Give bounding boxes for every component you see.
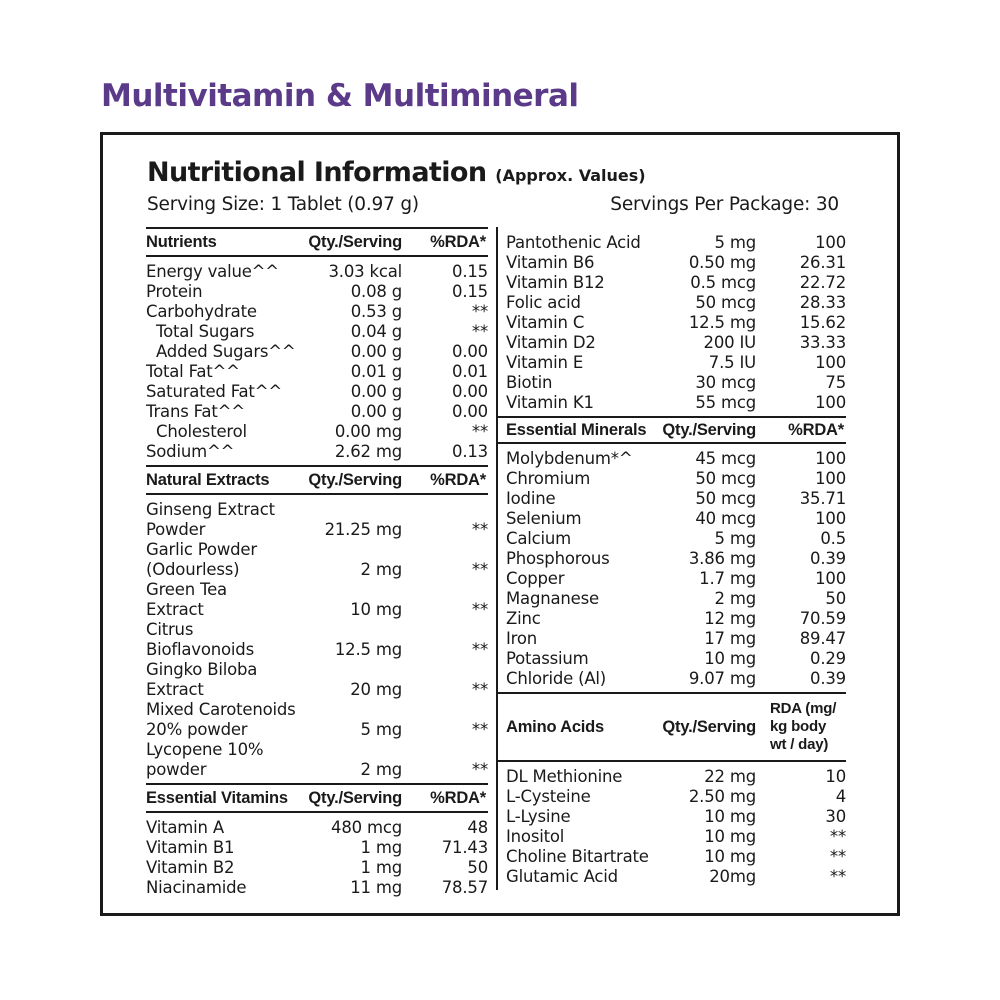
header-rda xyxy=(756,700,846,754)
table-row xyxy=(498,393,846,413)
row-qty: 2 mg xyxy=(360,560,402,579)
row-name: Vitamin B1 xyxy=(146,838,235,857)
table-row xyxy=(498,469,846,489)
row-name: Potassium xyxy=(506,649,589,668)
row-name: Molybdenum*^ xyxy=(506,449,633,468)
table-row xyxy=(146,700,488,740)
table-row xyxy=(498,313,846,333)
row-qty: 0.00 g xyxy=(350,382,402,401)
row-rda: 33.33 xyxy=(799,333,846,352)
row-qty: 40 mcg xyxy=(695,509,756,528)
row-name: Vitamin C xyxy=(506,313,585,332)
serving-line xyxy=(147,194,839,215)
row-qty: 45 mcg xyxy=(695,449,756,468)
row-qty: 2.50 mg xyxy=(688,787,756,806)
header-qty: Qty./Serving xyxy=(662,420,756,439)
table-row xyxy=(146,282,488,302)
row-qty: 12.5 mg xyxy=(334,640,402,659)
row-rda: 4 xyxy=(835,787,846,806)
servings-per-package: Servings Per Package: 30 xyxy=(610,194,839,215)
header-rda-line1: RDA (mg/ xyxy=(770,700,837,717)
nutrition-panel xyxy=(100,132,900,916)
row-name: Saturated Fat^^ xyxy=(146,382,282,401)
row-name-line2: Extract xyxy=(146,680,204,699)
row-rda: 0.01 xyxy=(452,362,488,381)
row-qty: 30 mcg xyxy=(695,373,756,392)
row-name: Energy value^^ xyxy=(146,262,279,281)
row-name: Sodium^^ xyxy=(146,442,235,461)
table-row xyxy=(498,489,846,509)
table-row xyxy=(498,353,846,373)
row-rda: 26.31 xyxy=(799,253,846,272)
row-name: Folic acid xyxy=(506,293,581,312)
row-qty: 0.00 mg xyxy=(334,422,402,441)
row-rda: 0.00 xyxy=(452,402,488,421)
row-qty: 1 mg xyxy=(360,858,402,877)
row-qty: 0.00 g xyxy=(350,342,402,361)
row-rda: ** xyxy=(471,600,488,619)
row-qty: 22 mg xyxy=(704,767,756,786)
row-rda: ** xyxy=(471,560,488,579)
row-qty: 20mg xyxy=(709,867,756,886)
row-qty: 200 IU xyxy=(703,333,756,352)
row-rda: 50 xyxy=(467,858,488,877)
row-rda: 100 xyxy=(815,393,846,412)
row-rda: 71.43 xyxy=(441,838,488,857)
header-label: Amino Acids xyxy=(506,717,605,736)
table-row xyxy=(498,807,846,827)
row-qty: 0.53 g xyxy=(350,302,402,321)
table-row xyxy=(498,233,846,253)
header-qty: Qty./Serving xyxy=(308,788,402,807)
row-qty: 7.5 IU xyxy=(708,353,756,372)
row-rda: ** xyxy=(471,720,488,739)
row-qty: 1.7 mg xyxy=(699,569,756,588)
row-rda: 100 xyxy=(815,353,846,372)
table-row xyxy=(146,858,488,878)
row-name: Glutamic Acid xyxy=(506,867,618,886)
row-name: Choline Bitartrate xyxy=(506,847,649,866)
row-rda: 0.00 xyxy=(452,342,488,361)
row-qty: 2 mg xyxy=(360,760,402,779)
table-row xyxy=(498,787,846,807)
table-row xyxy=(498,549,846,569)
essential-vitamins-header xyxy=(146,783,488,813)
row-qty: 12.5 mg xyxy=(688,313,756,332)
essential-minerals-header xyxy=(498,416,846,444)
table-row xyxy=(498,649,846,669)
row-rda: 100 xyxy=(815,569,846,588)
row-name-line2: powder xyxy=(146,760,207,779)
row-rda: 28.33 xyxy=(799,293,846,312)
row-name-line2: (Odourless) xyxy=(146,560,240,579)
row-name: Zinc xyxy=(506,609,541,628)
row-name xyxy=(146,580,304,620)
table-row xyxy=(146,878,488,898)
header-label: Essential Vitamins xyxy=(146,788,288,807)
header-rda: %RDA* xyxy=(788,420,844,439)
table-row xyxy=(146,362,488,382)
row-name: Pantothenic Acid xyxy=(506,233,641,252)
table-row xyxy=(146,500,488,540)
vitamins-continued-rows xyxy=(498,227,846,416)
row-rda: 22.72 xyxy=(799,273,846,292)
row-name-line1: Gingko Biloba xyxy=(146,660,258,679)
row-rda: 48 xyxy=(467,818,488,837)
row-rda: 0.15 xyxy=(452,282,488,301)
row-rda: ** xyxy=(829,867,846,886)
amino-acids-rows xyxy=(498,762,846,890)
row-qty: 55 mcg xyxy=(695,393,756,412)
row-name xyxy=(146,500,304,540)
row-name: Carbohydrate xyxy=(146,302,257,321)
header-qty: Qty./Serving xyxy=(308,470,402,489)
panel-title-text: Nutritional Information xyxy=(147,157,487,188)
row-name: Biotin xyxy=(506,373,553,392)
table-row xyxy=(498,253,846,273)
row-qty: 5 mg xyxy=(714,529,756,548)
row-rda: 0.15 xyxy=(452,262,488,281)
row-qty: 0.04 g xyxy=(350,322,402,341)
row-name xyxy=(146,740,304,780)
row-name-line2: Extract xyxy=(146,600,204,619)
table-row xyxy=(498,333,846,353)
row-rda: 89.47 xyxy=(799,629,846,648)
row-qty: 11 mg xyxy=(350,878,402,897)
amino-acids-header xyxy=(498,692,846,762)
row-name: DL Methionine xyxy=(506,767,623,786)
row-qty: 20 mg xyxy=(350,680,402,699)
table-row xyxy=(498,827,846,847)
row-name: L-Lysine xyxy=(506,807,571,826)
header-label: Nutrients xyxy=(146,232,217,251)
table-row xyxy=(146,442,488,462)
row-qty: 0.50 mg xyxy=(688,253,756,272)
row-name: Vitamin B6 xyxy=(506,253,595,272)
table-row xyxy=(146,422,488,442)
table-row xyxy=(498,293,846,313)
row-rda: 70.59 xyxy=(799,609,846,628)
serving-size: Serving Size: 1 Tablet (0.97 g) xyxy=(147,194,419,215)
row-name-line1: Lycopene 10% xyxy=(146,740,264,759)
row-qty: 0.5 mcg xyxy=(690,273,756,292)
table-row xyxy=(498,589,846,609)
row-qty: 3.86 mg xyxy=(688,549,756,568)
left-column xyxy=(146,227,488,901)
table-row xyxy=(498,449,846,469)
row-name: Chloride (Al) xyxy=(506,669,607,688)
row-rda: 100 xyxy=(815,509,846,528)
table-row xyxy=(498,669,846,689)
row-name: Protein xyxy=(146,282,203,301)
row-qty: 50 mcg xyxy=(695,293,756,312)
natural-extracts-rows xyxy=(146,495,488,783)
table-row xyxy=(146,740,488,780)
table-row xyxy=(146,818,488,838)
panel-title xyxy=(147,157,839,188)
row-rda: 100 xyxy=(815,469,846,488)
row-qty: 0.01 g xyxy=(350,362,402,381)
header-label: Essential Minerals xyxy=(506,420,647,439)
row-rda: 78.57 xyxy=(441,878,488,897)
row-rda: 30 xyxy=(825,807,846,826)
row-name xyxy=(146,620,304,660)
panel-header xyxy=(147,157,839,215)
table-row xyxy=(498,629,846,649)
row-name: Total Sugars xyxy=(156,322,255,341)
row-name: Calcium xyxy=(506,529,572,548)
row-name: Inositol xyxy=(506,827,565,846)
row-qty: 12 mg xyxy=(704,609,756,628)
row-rda: ** xyxy=(471,640,488,659)
row-qty: 21.25 mg xyxy=(324,520,402,539)
table-row xyxy=(498,373,846,393)
table-row xyxy=(146,342,488,362)
row-rda: 0.39 xyxy=(810,669,846,688)
header-qty: Qty./Serving xyxy=(662,717,756,736)
table-row xyxy=(498,509,846,529)
table-row xyxy=(498,273,846,293)
row-rda: ** xyxy=(471,760,488,779)
row-name-line1: Mixed Carotenoids xyxy=(146,700,296,719)
row-qty: 5 mg xyxy=(360,720,402,739)
row-name: Cholesterol xyxy=(156,422,247,441)
table-row xyxy=(498,569,846,589)
essential-vitamins-rows xyxy=(146,813,488,901)
table-row xyxy=(146,838,488,858)
row-name: Vitamin E xyxy=(506,353,584,372)
row-qty: 10 mg xyxy=(704,847,756,866)
row-name: Phosphorous xyxy=(506,549,610,568)
row-name-line1: Ginseng Extract xyxy=(146,500,275,519)
row-rda: 0.29 xyxy=(810,649,846,668)
row-qty: 0.00 g xyxy=(350,402,402,421)
row-qty: 1 mg xyxy=(360,838,402,857)
header-rda: %RDA* xyxy=(430,232,486,251)
row-qty: 0.08 g xyxy=(350,282,402,301)
row-name: Magnanese xyxy=(506,589,599,608)
row-rda: ** xyxy=(471,520,488,539)
right-column xyxy=(496,227,846,890)
row-name: Iron xyxy=(506,629,538,648)
row-rda: 0.00 xyxy=(452,382,488,401)
row-qty: 10 mg xyxy=(350,600,402,619)
table-row xyxy=(498,609,846,629)
row-rda: 0.39 xyxy=(810,549,846,568)
nutrients-header xyxy=(146,227,488,257)
table-row xyxy=(498,847,846,867)
header-rda: %RDA* xyxy=(430,470,486,489)
row-rda: 50 xyxy=(825,589,846,608)
essential-minerals-rows xyxy=(498,444,846,692)
row-qty: 10 mg xyxy=(704,807,756,826)
row-qty: 10 mg xyxy=(704,827,756,846)
row-name xyxy=(146,660,304,700)
row-name xyxy=(146,700,304,740)
row-name: Trans Fat^^ xyxy=(146,402,245,421)
table-row xyxy=(146,620,488,660)
row-qty: 480 mcg xyxy=(331,818,402,837)
table-row xyxy=(146,402,488,422)
row-name: Copper xyxy=(506,569,565,588)
header-label: Natural Extracts xyxy=(146,470,270,489)
row-name xyxy=(146,540,304,580)
row-name-line1: Garlic Powder xyxy=(146,540,257,559)
row-name-line2: 20% powder xyxy=(146,720,248,739)
row-rda: ** xyxy=(471,322,488,341)
row-rda: 15.62 xyxy=(799,313,846,332)
table-row xyxy=(146,302,488,322)
row-rda: ** xyxy=(829,847,846,866)
nutrients-rows xyxy=(146,257,488,465)
row-rda: 100 xyxy=(815,449,846,468)
row-name: Vitamin D2 xyxy=(506,333,596,352)
row-name: Vitamin K1 xyxy=(506,393,594,412)
row-rda: 75 xyxy=(825,373,846,392)
row-qty: 5 mg xyxy=(714,233,756,252)
row-rda: 100 xyxy=(815,233,846,252)
header-rda-line3: wt / day) xyxy=(770,736,829,753)
table-row xyxy=(498,867,846,887)
natural-extracts-header xyxy=(146,465,488,495)
table-row xyxy=(498,529,846,549)
row-rda: 10 xyxy=(825,767,846,786)
row-name: Niacinamide xyxy=(146,878,247,897)
row-rda: ** xyxy=(471,302,488,321)
product-title: Multivitamin & Multimineral xyxy=(101,78,579,114)
row-qty: 10 mg xyxy=(704,649,756,668)
row-name: Vitamin B12 xyxy=(506,273,605,292)
row-rda: 0.13 xyxy=(452,442,488,461)
table-row xyxy=(146,262,488,282)
row-name-line1: Green Tea xyxy=(146,580,227,599)
row-name-line2: Bioflavonoids xyxy=(146,640,254,659)
row-rda: ** xyxy=(829,827,846,846)
row-qty: 50 mcg xyxy=(695,469,756,488)
row-name: Chromium xyxy=(506,469,591,488)
row-qty: 17 mg xyxy=(704,629,756,648)
approx-note: (Approx. Values) xyxy=(495,166,646,185)
table-row xyxy=(146,382,488,402)
row-rda: 0.5 xyxy=(820,529,846,548)
row-rda: ** xyxy=(471,680,488,699)
row-name: Iodine xyxy=(506,489,556,508)
header-qty: Qty./Serving xyxy=(308,232,402,251)
table-row xyxy=(498,767,846,787)
row-qty: 9.07 mg xyxy=(688,669,756,688)
row-name-line2: Powder xyxy=(146,520,206,539)
row-name: L-Cysteine xyxy=(506,787,591,806)
row-name: Total Fat^^ xyxy=(146,362,240,381)
row-qty: 50 mcg xyxy=(695,489,756,508)
row-name: Selenium xyxy=(506,509,582,528)
row-name: Vitamin A xyxy=(146,818,224,837)
header-rda: %RDA* xyxy=(430,788,486,807)
table-row xyxy=(146,322,488,342)
row-qty: 3.03 kcal xyxy=(328,262,402,281)
table-row xyxy=(146,660,488,700)
row-rda: 35.71 xyxy=(799,489,846,508)
row-qty: 2.62 mg xyxy=(334,442,402,461)
row-name-line1: Citrus xyxy=(146,620,194,639)
row-name: Vitamin B2 xyxy=(146,858,235,877)
row-name: Added Sugars^^ xyxy=(156,342,296,361)
row-rda: ** xyxy=(471,422,488,441)
header-rda-line2: kg body xyxy=(770,718,827,735)
row-qty: 2 mg xyxy=(714,589,756,608)
table-row xyxy=(146,540,488,580)
table-row xyxy=(146,580,488,620)
